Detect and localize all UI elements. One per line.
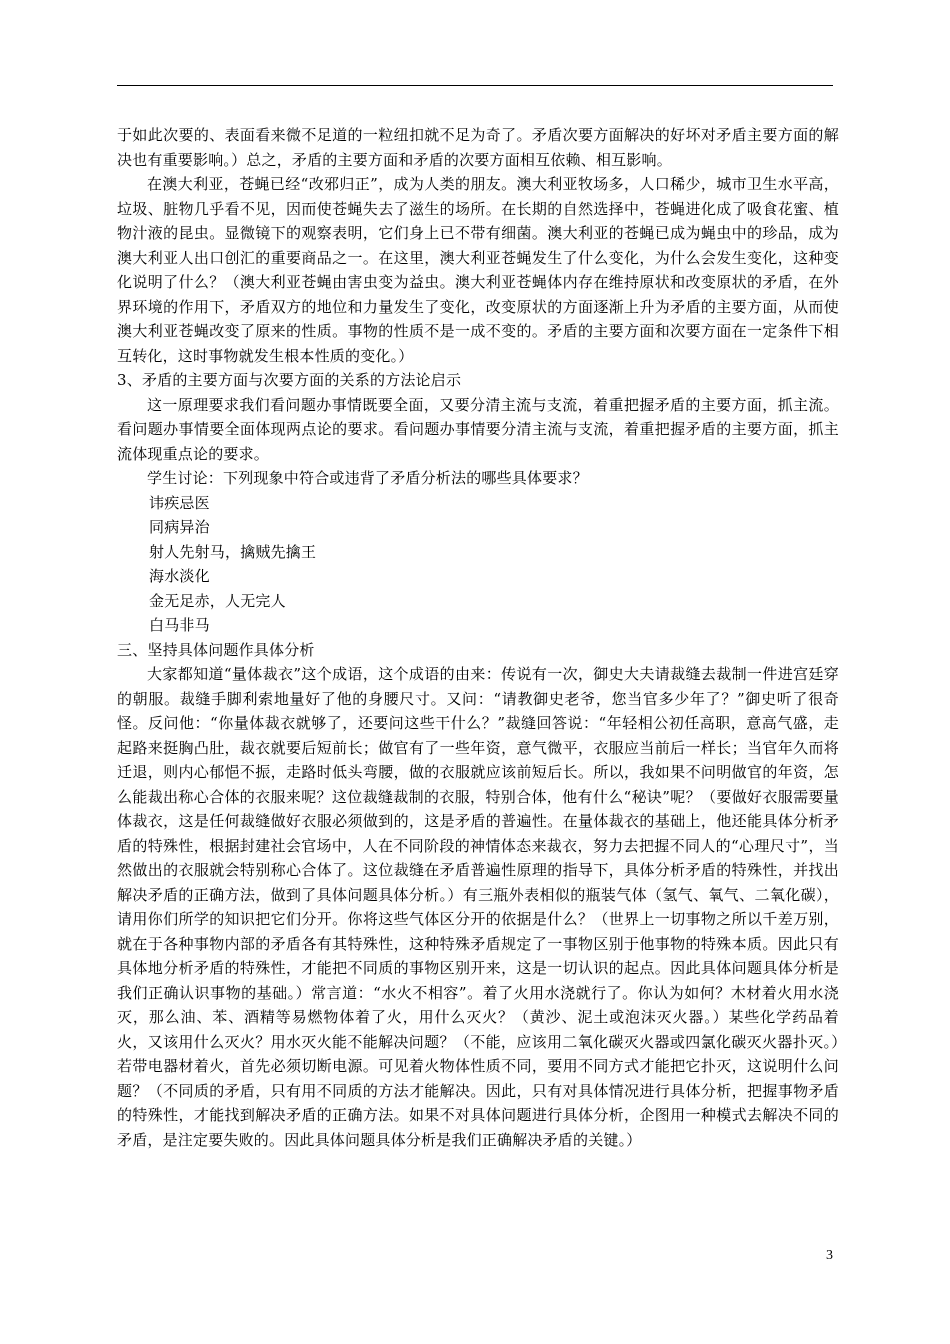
idiom-item: 海水淡化 — [149, 567, 210, 585]
idiom-item: 同病异治 — [149, 518, 210, 536]
student-discussion-prompt: 学生讨论：下列现象中符合或违背了矛盾分析法的哪些具体要求？ — [147, 469, 588, 487]
section-heading-three: 三、坚持具体问题作具体分析 — [117, 640, 315, 659]
header-rule — [117, 85, 833, 86]
idiom-item: 讳疾忌医 — [149, 493, 210, 512]
paragraph-methodology: 这一原理要求我们看问题办事情既要全面，又要分清主流与支流，着重把握矛盾的主要方面，抓主流。看问题办事情要全面体现两点论的要求。看问题办事情要分清主流与支流，着重把握矛盾的主要方面，抓主流体现重点论的要求。 — [117, 395, 839, 463]
idiom-item: 射人先射马，擒贼先擒王 — [149, 542, 317, 561]
idiom-item: 白马非马 — [149, 616, 210, 634]
paragraph-australia-flies: 在澳大利亚，苍蝇已经“改邪归正”，成为人类的朋友。澳大利亚牧场多，人口稀少，城市卫生水平高，垃圾、脏物几乎看不见，因而使苍蝇失去了滋生的场所。在长期的自然选择中，苍蝇进化成了吸食花蜜、植物汁液的昆虫。显微镜下的观察表明，它们身上已不带有细菌。澳大利亚的苍蝇已成为蝇虫中的珍品，成为澳大利亚人出口创汇的重要商品之一。在这里，澳大利亚苍蝇发生了什么变化，为什么会发生变化，这种变化说明了什么？（澳大利亚苍蝇由害虫变为益虫。澳大利亚苍蝇体内存在维持原状和改变原状的矛盾，在外界环境的作用下，矛盾双方的地位和力量发生了变化，改变原状的方面逐渐上升为矛盾的主要方面，从而使澳大利亚苍蝇改变了原来的性质。事物的性质不是一成不变的。矛盾的主要方面和次要方面在一定条件下相互转化，这时事物就发生根本性质的变化。） — [117, 175, 839, 365]
idiom-item: 金无足赤，人无完人 — [149, 591, 286, 610]
paragraph-tailor-story: 大家都知道“量体裁衣”这个成语，这个成语的由来：传说有一次，御史大夫请裁缝去裁制一件进宫廷穿的朝服。裁缝手脚利索地量好了他的身腰尺寸。又问：“请教御史老爷，您当官多少年了？”御史听了很奇怪。反问他：“你量体裁衣就够了，还要问这些干什么？”裁缝回答说：“年轻相公初任高职，意高气盛，走起路来挺胸凸肚，裁衣就要后短前长；做官有了一些年资，意气微平，衣服应当前后一样长；当官年久而将迁退，则内心郁悒不振，走路时低头弯腰，做的衣服就应该前短后长。所以，我如果不问明做官的年资，怎么能裁出称心合体的衣服来呢？这位裁缝裁制的衣服，特别合体，他有什么“秘诀”呢？（要做好衣服需要量体裁衣，这是任何裁缝做好衣服必须做到的，这是矛盾的普遍性。在量体裁衣的基础上，他还能具体分析矛盾的特殊性，根据封建社会官场中，人在不同阶段的神情体态来裁衣，努力去把握不同人的“心理尺寸”，当然做出的衣服就会特别称心合体了。这位裁缝在矛盾普遍性原理的指导下，具体分析矛盾的特殊性，并找出解决矛盾的正确方法，做到了具体问题具体分析。）有三瓶外表相似的瓶装气体（氢气、氧气、二氧化碳），请用你们所学的知识把它们分开。你将这些气体区分开的依据是什么？（世界上一切事物之所以千差万别，就在于各种事物内部的矛盾各有其特殊性，这种特殊矛盾规定了一事物区别于他事物的特殊本质。因此只有具体地分析矛盾的特殊性，才能把不同质的事物区别开来，这是一切认识的起点。因此具体问题具体分析是我们正确认识事物的基础。）常言道：“水火不相容”。着了火用水浇就行了。你认为如何？木材着火用水浇灭，那么油、苯、酒精等易燃物体着了火，用什么灭火？（黄沙、泥土或泡沫灭火器。）某些化学药品着火，又该用什么灭火？用水灭火能不能解决问题？（不能，应该用二氧化碳灭火器或四氯化碳灭火器扑灭。）若带电器材着火，首先必须切断电源。可见着火物体性质不同，要用不同方式才能把它扑灭，这说明什么问题？（不同质的矛盾，只有用不同质的方法才能解决。因此，只有对具体情况进行具体分析，把握事物矛盾的特殊性，才能找到解决矛盾的正确方法。如果不对具体问题进行具体分析，企图用一种模式去解决不同的矛盾，是注定要失败的。因此具体问题具体分析是我们正确解决矛盾的关键。） — [117, 665, 839, 1149]
section-heading-3: 3、矛盾的主要方面与次要方面的关系的方法论启示 — [117, 371, 462, 389]
idiom-list — [117, 491, 839, 638]
document-body — [117, 123, 839, 1152]
paragraph-continuation: 于如此次要的、表面看来微不足道的一粒纽扣就不足为奇了。矛盾次要方面解决的好坏对矛盾主要方面的解决也有重要影响。）总之，矛盾的主要方面和矛盾的次要方面相互依赖、相互影响。 — [117, 126, 839, 169]
page-number: 3 — [826, 1248, 833, 1263]
